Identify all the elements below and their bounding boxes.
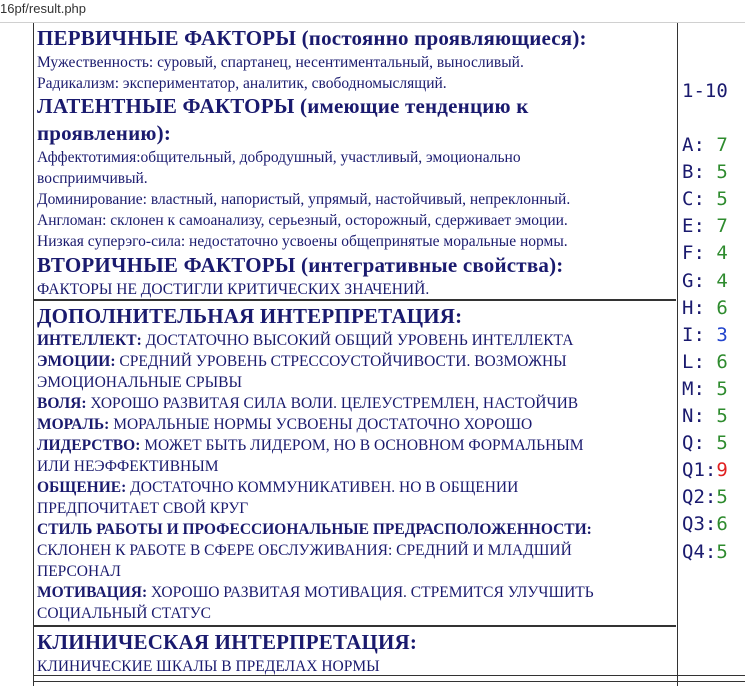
score-row <box>682 459 728 481</box>
communication-text: ДОСТАТОЧНО КОММУНИКАТИВЕН. НО В ОБЩЕНИИ <box>130 479 519 496</box>
leadership-text: МОЖЕТ БЫТЬ ЛИДЕРОМ, НО В ОСНОВНОМ ФОРМАЛЬНЫМ <box>144 437 584 454</box>
communication-label: ОБЩЕНИЕ: <box>37 479 127 496</box>
score-value: 5 <box>716 377 728 400</box>
section-divider <box>34 299 676 301</box>
score-value: 4 <box>716 242 728 265</box>
morality-label: МОРАЛЬ: <box>37 416 110 433</box>
morality-text: МОРАЛЬНЫЕ НОРМЫ УСВОЕНЫ ДОСТАТОЧНО ХОРОШО <box>113 416 533 433</box>
motivation-label: МОТИВАЦИЯ: <box>37 584 148 601</box>
primary-factor-line: Мужественность: суровый, спартанец, несентиментальный, выносливый. <box>37 54 524 71</box>
secondary-factors-section <box>37 252 673 300</box>
secondary-factors-heading: ВТОРИЧНЫЕ ФАКТОРЫ (интегративные свойства): <box>37 253 564 277</box>
leadership-line <box>37 435 673 456</box>
score-row <box>682 242 728 264</box>
additional-interpretation-heading: ДОПОЛНИТЕЛЬНАЯ ИНТЕРПРЕТАЦИЯ: <box>37 304 463 328</box>
latent-factor-line: Низкая суперэго-сила: недостаточно усвоены общепринятые моральные нормы. <box>37 233 568 250</box>
score-row <box>682 378 728 400</box>
interpretation-column <box>34 23 676 686</box>
scale-range-label: 1-10 <box>682 80 728 102</box>
score-value: 5 <box>716 432 728 455</box>
emotions-line <box>37 351 673 372</box>
score-value: 7 <box>716 134 728 156</box>
motivation-text: ХОРОШО РАЗВИТАЯ МОТИВАЦИЯ. СТРЕМИТСЯ УЛУЧШИТЬ <box>150 584 594 601</box>
score-key: Q2: <box>682 486 717 509</box>
score-key: I: <box>682 323 705 346</box>
workstyle-text-cont: ПЕРСОНАЛ <box>37 563 121 580</box>
score-value: 5 <box>716 188 728 211</box>
score-row <box>682 405 728 427</box>
score-key: G: <box>682 269 705 292</box>
results-page <box>0 23 745 686</box>
score-value: 6 <box>716 513 728 536</box>
score-row <box>682 432 728 454</box>
scores-column <box>677 23 745 686</box>
intellect-line <box>37 330 673 351</box>
score-key: B: <box>682 161 705 184</box>
additional-interpretation-section <box>37 303 673 624</box>
score-row <box>682 541 728 563</box>
emotions-line-cont: ЭМОЦИОНАЛЬНЫЕ СРЫВЫ <box>37 374 242 391</box>
will-line <box>37 393 673 414</box>
score-value: 6 <box>716 350 728 373</box>
score-key: E: <box>682 215 705 238</box>
latent-factors-heading-line1: ЛАТЕНТНЫЕ ФАКТОРЫ (имеющие тенденцию к <box>37 94 529 118</box>
section-divider <box>34 625 676 627</box>
primary-factors-heading: ПЕРВИЧНЫЕ ФАКТОРЫ (постоянно проявляющиеся): <box>37 26 587 50</box>
score-row <box>682 351 728 373</box>
communication-line-cont: ПРЕДПОЧИТАЕТ СВОЙ КРУГ <box>37 500 249 517</box>
workstyle-text: СКЛОНЕН К РАБОТЕ В СФЕРЕ ОБСЛУЖИВАНИЯ: СРЕДНИЙ И МЛАДШИЙ <box>37 542 572 559</box>
score-value: 5 <box>716 405 728 427</box>
morality-line <box>37 414 673 435</box>
score-value: 5 <box>716 540 728 563</box>
clinical-interpretation-section <box>37 629 673 677</box>
score-value: 9 <box>716 459 728 482</box>
score-row <box>682 486 728 508</box>
latent-factors-section <box>37 93 673 252</box>
score-row <box>682 270 728 292</box>
score-key: C: <box>682 188 705 211</box>
will-text: ХОРОШО РАЗВИТАЯ СИЛА ВОЛИ. ЦЕЛЕУСТРЕМЛЕН, НАСТОЙЧИВ <box>90 395 579 412</box>
score-value: 7 <box>716 215 728 238</box>
score-key: Q: <box>682 432 705 455</box>
score-key: F: <box>682 242 705 265</box>
clinical-interpretation-text: КЛИНИЧЕСКИЕ ШКАЛЫ В ПРЕДЕЛАХ НОРМЫ <box>37 658 380 675</box>
intellect-label: ИНТЕЛЛЕКТ: <box>37 332 142 349</box>
score-value: 5 <box>716 161 728 184</box>
secondary-factors-text: ФАКТОРЫ НЕ ДОСТИГЛИ КРИТИЧЕСКИХ ЗНАЧЕНИЙ. <box>37 281 430 298</box>
score-row <box>682 324 728 346</box>
score-row <box>682 188 728 210</box>
score-row <box>682 297 728 319</box>
score-key: Q3: <box>682 513 717 536</box>
motivation-line-cont: СОЦИАЛЬНЫЙ СТАТУС <box>37 605 211 622</box>
score-value: 5 <box>716 486 728 509</box>
score-key: Q4: <box>682 540 717 563</box>
url-text[interactable]: 16pf/result.php <box>0 1 87 16</box>
score-key: H: <box>682 296 705 319</box>
next-table-border-top <box>34 681 745 682</box>
score-key: A: <box>682 134 705 156</box>
emotions-label: ЭМОЦИИ: <box>37 353 116 370</box>
score-row <box>682 161 728 183</box>
score-key: Q1: <box>682 459 717 482</box>
motivation-line <box>37 582 673 603</box>
intellect-text: ДОСТАТОЧНО ВЫСОКИЙ ОБЩИЙ УРОВЕНЬ ИНТЕЛЛЕКТА <box>145 332 574 349</box>
latent-factor-line: восприимчивый. <box>37 170 148 187</box>
address-bar[interactable] <box>0 0 745 23</box>
score-row <box>682 215 728 237</box>
score-value: 3 <box>716 323 728 346</box>
table-border-bottom <box>34 675 745 676</box>
leadership-line-cont: ИЛИ НЕЭФФЕКТИВНЫМ <box>37 458 219 475</box>
score-key: N: <box>682 405 705 427</box>
communication-line <box>37 477 673 498</box>
primary-factor-line: Радикализм: экспериментатор, аналитик, свободномыслящий. <box>37 75 447 92</box>
score-row <box>682 134 728 156</box>
score-key: M: <box>682 377 705 400</box>
clinical-interpretation-heading: КЛИНИЧЕСКАЯ ИНТЕРПРЕТАЦИЯ: <box>37 630 418 654</box>
score-row <box>682 513 728 535</box>
workstyle-label: СТИЛЬ РАБОТЫ И ПРОФЕССИОНАЛЬНЫЕ ПРЕДРАСПОЛОЖЕННОСТИ: <box>37 521 592 538</box>
latent-factors-heading-line2: проявлению): <box>37 121 172 145</box>
leadership-label: ЛИДЕРСТВО: <box>37 437 141 454</box>
score-value: 4 <box>716 269 728 292</box>
latent-factor-line: Англоман: склонен к самоанализу, серьезный, осторожный, сдерживает эмоции. <box>37 212 568 229</box>
primary-factors-section <box>37 25 673 94</box>
left-margin <box>0 23 33 686</box>
score-value: 6 <box>716 296 728 319</box>
emotions-text: СРЕДНИЙ УРОВЕНЬ СТРЕССОУСТОЙЧИВОСТИ. ВОЗМОЖНЫ <box>119 353 567 370</box>
workstyle-line <box>37 519 673 540</box>
latent-factor-line: Аффектотимия:общительный, добродушный, участливый, эмоционально <box>37 149 521 166</box>
score-key: L: <box>682 350 705 373</box>
will-label: ВОЛЯ: <box>37 395 87 412</box>
latent-factor-line: Доминирование: властный, напористый, упрямый, настойчивый, непреклонный. <box>37 191 571 208</box>
